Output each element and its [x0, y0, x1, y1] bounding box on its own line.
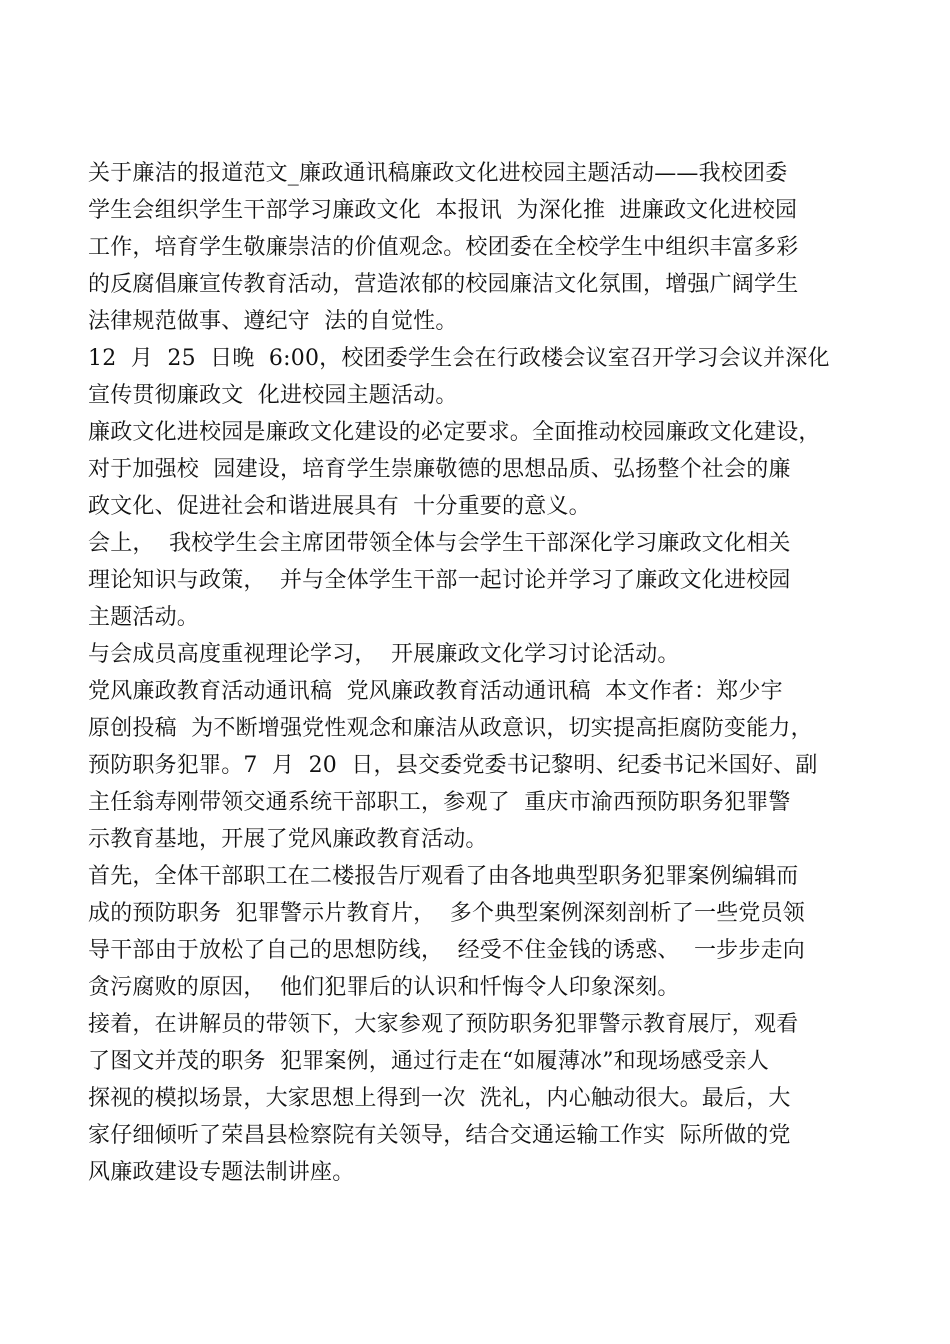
text-line: 主题活动。	[88, 605, 200, 630]
text-line: 对于加强校 园建设，培育学生崇廉敬德的思想品质、弘扬整个社会的廉	[88, 457, 791, 482]
text-line: 家仔细倾听了荣昌县检察院有关领导，结合交通运输工作实 际所做的党	[88, 1123, 791, 1148]
text-line: 政文化、促进社会和谐进展具有 十分重要的意义。	[88, 494, 591, 519]
text-line: 探视的模拟场景，大家思想上得到一次 洗礼，内心触动很大。最后，大	[88, 1086, 791, 1111]
text-line: 工作，培育学生敬廉崇洁的价值观念。校团委在全校学生中组织丰富多彩	[88, 235, 799, 260]
text-line: 主任翁寿刚带领交通系统干部职工，参观了 重庆市渝西预防职务犯罪警	[88, 790, 791, 815]
text-line: 关于廉洁的报道范文_廉政通讯稿廉政文化进校园主题活动——我校团委	[88, 161, 788, 186]
text-line: 原创投稿 为不断增强党性观念和廉洁从政意识，切实提高拒腐防变能力，	[88, 716, 813, 741]
text-line: 预防职务犯罪。7 月 20 日，县交委党委书记黎明、纪委书记米国好、副	[88, 753, 818, 778]
document-body	[88, 155, 878, 1191]
text-line: 的反腐倡廉宣传教育活动，营造浓郁的校园廉洁文化氛围，增强广阔学生	[88, 272, 799, 297]
text-line: 党风廉政教育活动通讯稿 党风廉政教育活动通讯稿 本文作者：郑少宇	[88, 679, 783, 704]
text-line: 了图文并茂的职务 犯罪案例，通过行走在“如履薄冰”和现场感受亲人	[88, 1049, 770, 1074]
text-line: 导干部由于放松了自己的思想防线， 经受不住金钱的诱惑、 一步步走向	[88, 938, 805, 963]
text-line: 接着，在讲解员的带领下，大家参观了预防职务犯罪警示教育展厅，观看	[88, 1012, 799, 1037]
text-line: 与会成员高度重视理论学习， 开展廉政文化学习讨论活动。	[88, 642, 680, 667]
text-line: 12 月 25 日晚 6:00，校团委学生会在行政楼会议室召开学习会议并深化	[88, 346, 830, 371]
text-line: 示教育基地，开展了党风廉政教育活动。	[88, 827, 488, 852]
text-line: 学生会组织学生干部学习廉政文化 本报讯 为深化推 进廉政文化进校园	[88, 198, 798, 223]
text-line: 贪污腐败的原因， 他们犯罪后的认识和忏悔令人印象深刻。	[88, 975, 680, 1000]
text-line: 法律规范做事、遵纪守 法的自觉性。	[88, 309, 458, 334]
text-line: 宣传贯彻廉政文 化进校园主题活动。	[88, 383, 458, 408]
text-line: 廉政文化进校园是廉政文化建设的必定要求。全面推动校园廉政文化建设，	[88, 420, 821, 445]
text-line: 理论知识与政策， 并与全体学生干部一起讨论并学习了廉政文化进校园	[88, 568, 791, 593]
text-line: 成的预防职务 犯罪警示片教育片， 多个典型案例深刻剖析了一些党员领	[88, 901, 805, 926]
text-line: 风廉政建设专题法制讲座。	[88, 1160, 355, 1185]
text-line: 首先，全体干部职工在二楼报告厅观看了由各地典型职务犯罪案例编辑而	[88, 864, 799, 889]
text-line: 会上， 我校学生会主席团带领全体与会学生干部深化学习廉政文化相关	[88, 531, 791, 556]
